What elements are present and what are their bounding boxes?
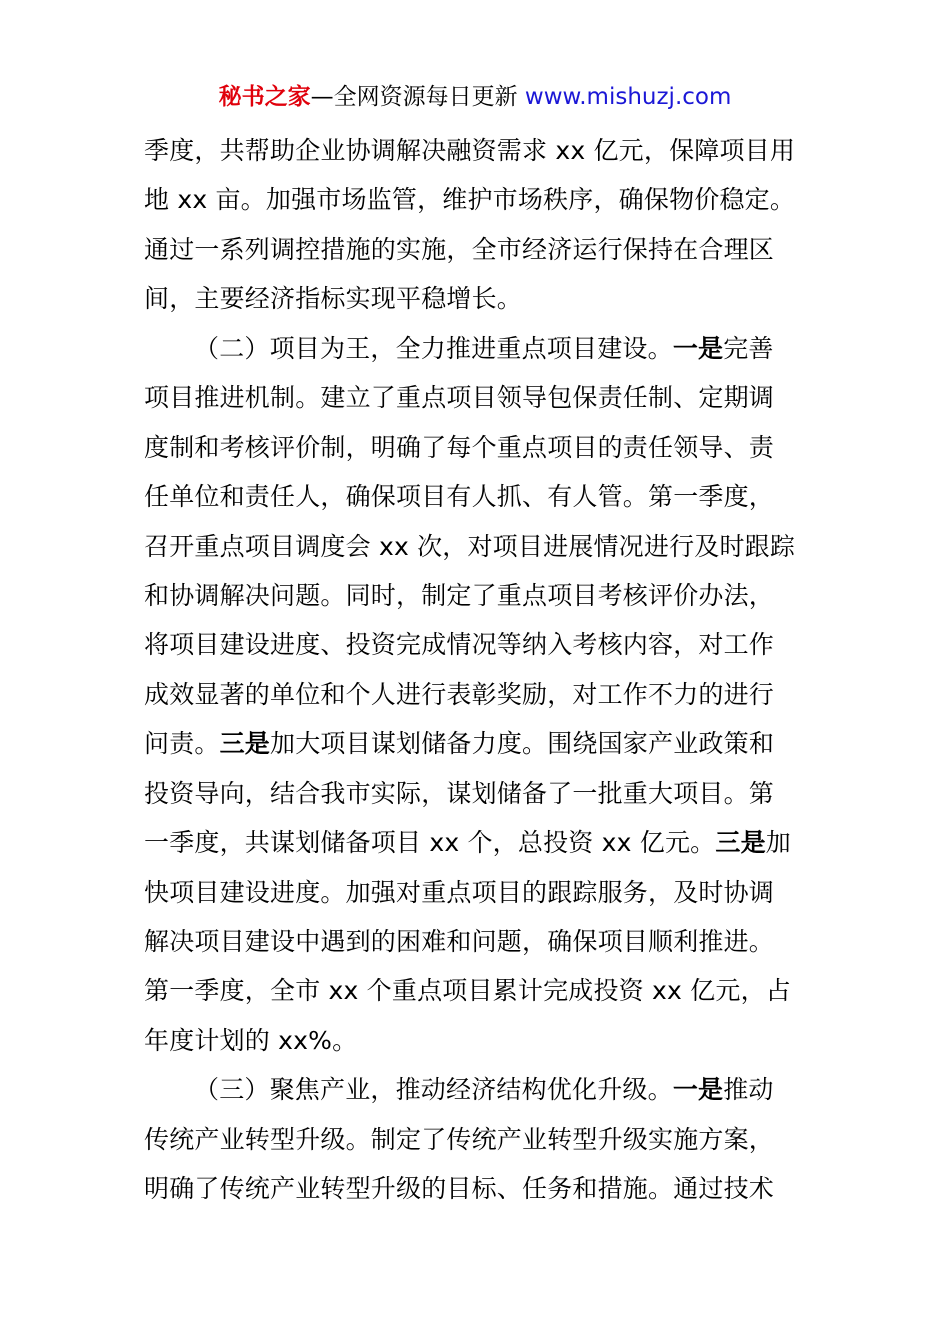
text-segment: （二）项目为王，全力推进重点项目建设。	[194, 333, 673, 363]
text-segment: 推动	[723, 1075, 774, 1105]
text-segment: 将项目建设进度、投资完成情况等纳入考核内容，对工作	[144, 630, 775, 660]
text-segment: 加大项目谋划储备力度。围绕国家产业政策和	[270, 729, 775, 759]
text-line	[144, 472, 808, 521]
text-line	[144, 1164, 808, 1213]
text-segment: 成效显著的单位和个人进行表彰奖励，对工作不力的进行	[144, 679, 775, 709]
text-line	[144, 818, 808, 867]
header-slogan: —全网资源每日更新	[310, 84, 525, 110]
text-line	[144, 769, 808, 818]
text-line	[144, 571, 808, 620]
text-segment: （三）聚焦产业，推动经济结构优化升级。	[194, 1075, 673, 1105]
bold-keyword: 一是	[672, 1075, 724, 1105]
text-line	[144, 1065, 808, 1114]
site-url-link[interactable]: www.mishuzj.com	[524, 84, 732, 110]
text-line	[144, 126, 808, 175]
bold-keyword: 一是	[672, 333, 724, 363]
text-line	[144, 670, 808, 719]
text-segment: 召开重点项目调度会 xx 次，对项目进展情况进行及时跟踪	[144, 531, 796, 561]
document-body	[144, 126, 808, 1214]
text-segment: 完善	[723, 333, 774, 363]
text-line	[144, 1115, 808, 1164]
text-segment: 项目推进机制。建立了重点项目领导包保责任制、定期调	[144, 383, 775, 413]
text-segment: 第一季度，全市 xx 个重点项目累计完成投资 xx 亿元，占	[144, 976, 791, 1006]
text-line	[144, 719, 808, 768]
page-header	[0, 80, 950, 114]
brand-name: 秘书之家	[218, 84, 311, 110]
text-line	[144, 175, 808, 224]
bold-keyword: 三是	[715, 828, 766, 858]
text-line	[144, 620, 808, 669]
text-line	[144, 1016, 808, 1065]
text-segment: 解决项目建设中遇到的困难和问题，确保项目顺利推进。	[144, 927, 775, 956]
text-segment: 快项目建设进度。加强对重点项目的跟踪服务，及时协调	[144, 877, 775, 907]
text-segment: 明确了传统产业转型升级的目标、任务和措施。通过技术	[144, 1174, 775, 1204]
text-line	[144, 917, 808, 966]
text-segment: 传统产业转型升级。制定了传统产业转型升级实施方案，	[144, 1124, 775, 1154]
text-segment: 加	[765, 828, 791, 858]
text-segment: 年度计划的 xx%。	[144, 1025, 358, 1055]
text-segment: 任单位和责任人，确保项目有人抓、有人管。第一季度，	[144, 482, 775, 512]
text-segment: 和协调解决问题。同时，制定了重点项目考核评价办法，	[144, 580, 775, 610]
text-segment: 一季度，共谋划储备项目 xx 个，总投资 xx 亿元。	[144, 828, 716, 858]
text-line	[144, 522, 808, 571]
text-line	[144, 966, 808, 1015]
text-line	[144, 225, 808, 274]
text-line	[144, 324, 808, 373]
text-segment: 间，主要经济指标实现平稳增长。	[144, 284, 523, 314]
text-line	[144, 423, 808, 472]
text-segment: 季度，共帮助企业协调解决融资需求 xx 亿元，保障项目用	[144, 136, 796, 165]
text-line	[144, 868, 808, 917]
text-segment: 投资导向，结合我市实际，谋划储备了一批重大项目。第	[144, 778, 775, 808]
bold-keyword: 三是	[219, 729, 271, 759]
text-line	[144, 274, 808, 323]
text-line	[144, 373, 808, 422]
text-segment: 地 xx 亩。加强市场监管，维护市场秩序，确保物价稳定。	[144, 185, 796, 215]
text-segment: 度制和考核评价制，明确了每个重点项目的责任领导、责	[144, 432, 775, 462]
text-segment: 问责。	[144, 729, 220, 759]
text-segment: 通过一系列调控措施的实施，全市经济运行保持在合理区	[144, 234, 775, 264]
